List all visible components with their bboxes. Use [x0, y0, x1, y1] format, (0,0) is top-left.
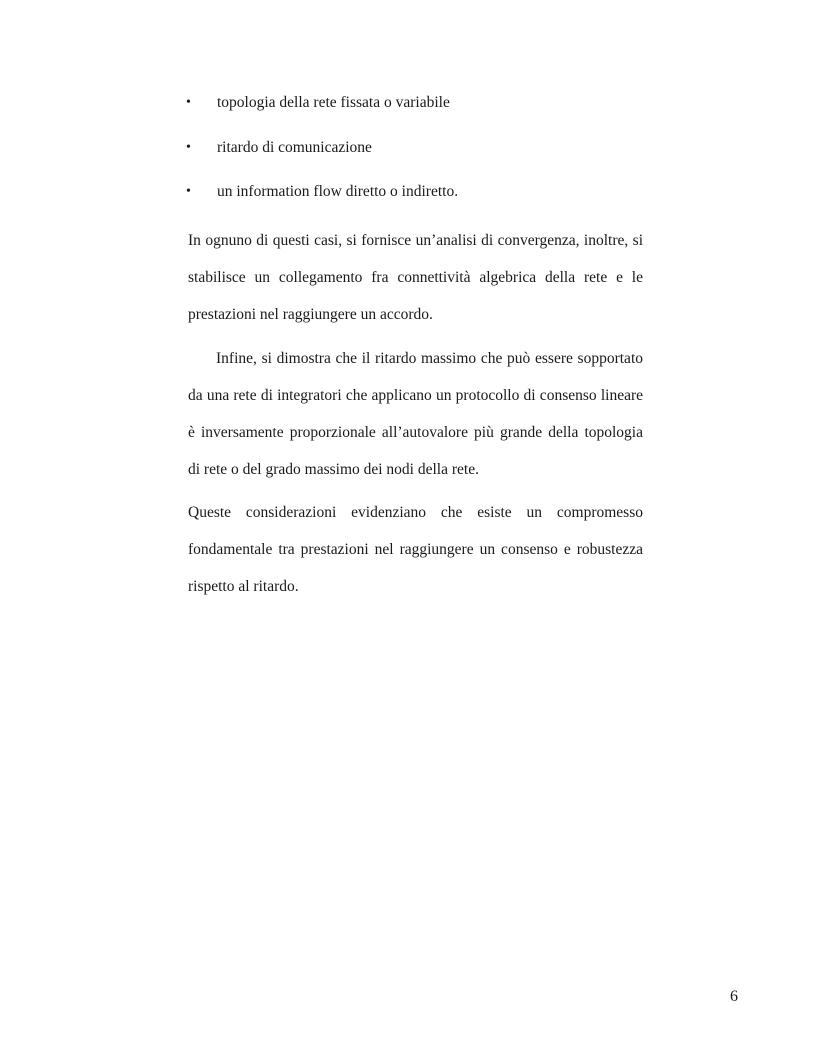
list-item — [186, 181, 646, 203]
bullet-icon: • — [186, 95, 191, 110]
paragraph-convergence: In ognuno di questi casi, si fornisce un’analisi di convergenza, inoltre, si stabilisce un collegamento fra connettività algebrica della rete e le prestazioni nel raggiungere un accordo. — [188, 232, 643, 323]
paragraph-delay: Infine, si dimostra che il ritardo massimo che può essere sopportato da una rete di integratori che applicano un protocollo di consenso lineare è inversamente proporzionale all’autovalore più grande della topologia di rete o del grado massimo dei nodi della rete. — [188, 350, 643, 478]
bullet-list — [186, 92, 646, 226]
bullet-text: topologia della rete fissata o variabile — [217, 94, 450, 111]
bullet-icon: • — [186, 184, 191, 199]
list-item — [186, 92, 646, 114]
paragraph-tradeoff: Queste considerazioni evidenziano che esiste un compromesso fondamentale tra prestazioni nel raggiungere un consenso e robustezza rispetto al ritardo. — [188, 504, 643, 595]
bullet-text: ritardo di comunicazione — [217, 138, 372, 156]
page-number: 6 — [730, 988, 738, 1005]
list-item — [186, 137, 646, 159]
bullet-text: un information flow diretto o indiretto. — [217, 183, 459, 200]
bullet-icon: • — [186, 139, 191, 155]
